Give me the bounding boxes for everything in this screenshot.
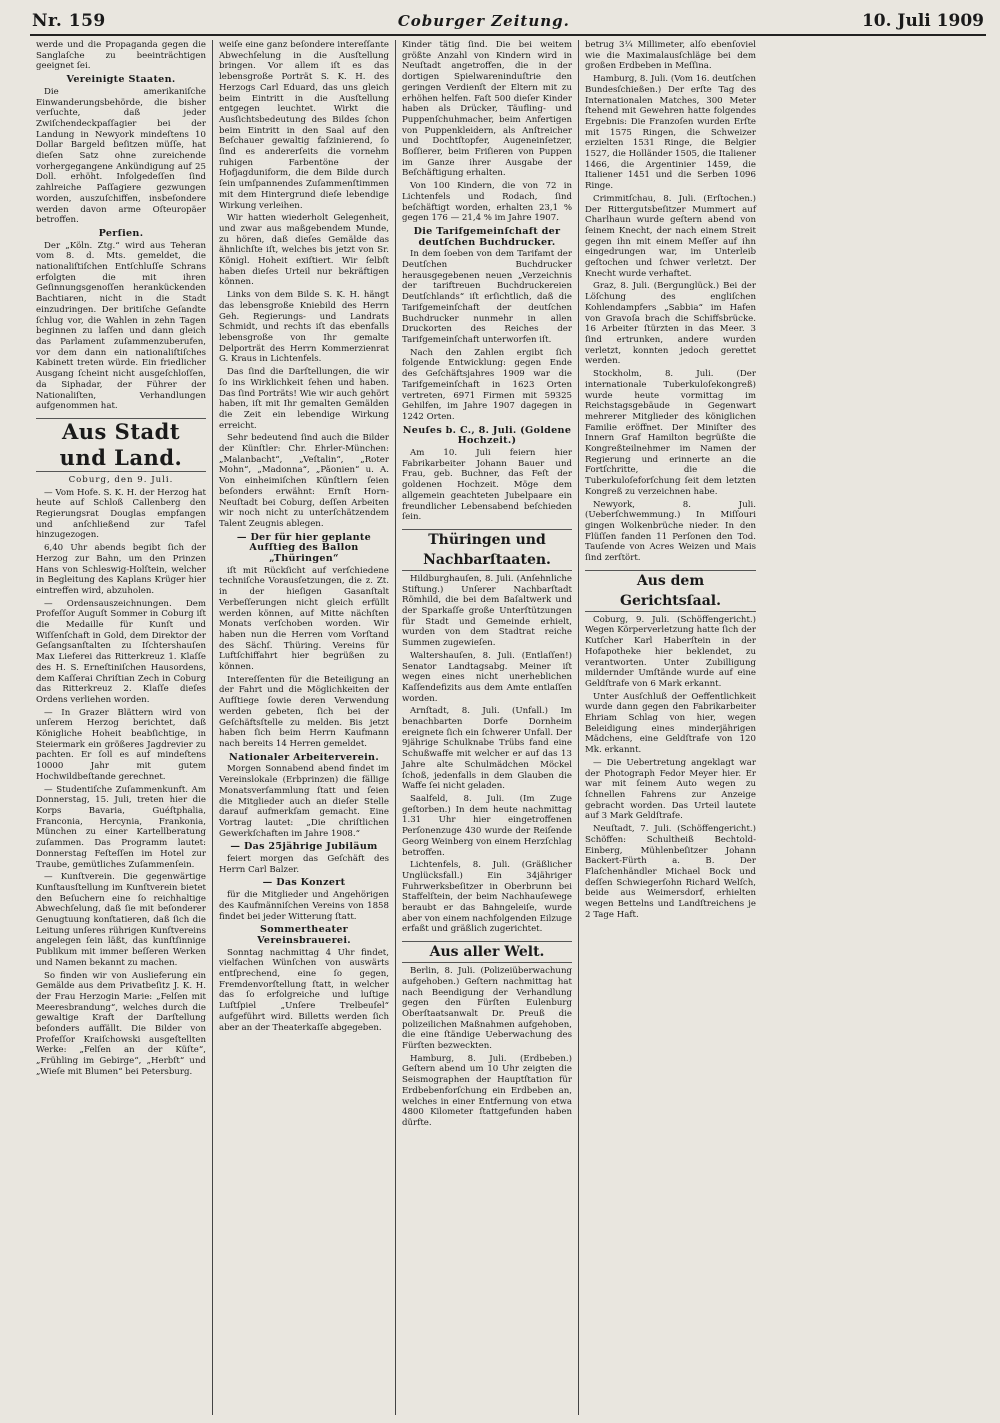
paragraph: Am 10. Juli feiern hier Fabrikarbeiter Johann Bauer und Frau, geb. Buchner, das Feſt der goldenen Hochzeit. Möge dem allgemein geachteten Jubelpaare ein freundlicher Lebensabend beſchieden ſein. xyxy=(402,448,572,523)
paragraph: Links von dem Bilde S. K. H. hängt das lebensgroße Kniebild des Herrn Geh. Regierungs- und Landrats Schmidt, und rechts iſt das ebenfalls lebensgroße von Ihr gemalte Delporträt des Herrn Kommerzienrat G. Kraus in Lichtenfels. xyxy=(219,290,389,365)
paragraph: — In Grazer Blättern wird von unſerem Herzog berichtet, daß Königliche Hoheit beabſichtige, in Steiermark ein größeres Jagdrevier zu pachten. Er ſoll es auf mindeſtens 10000 Jahr mit gutem Hochwildbeſtande gerechnet. xyxy=(36,707,206,782)
paragraph: Lichtenfels, 8. Juli. (Gräßlicher Unglücksfall.) Ein 34jähriger Fuhrwerksbeſitzer in Oberbrunn bei Staffelſtein, der beim Nachhauſewege beraubt er das Bahngeleiſe, wurde aber von einem nachfolgenden Eilzuge erfaßt und gräßlich zugerichtet. xyxy=(402,860,572,935)
paragraph: Das ſind die Darſtellungen, die wir ſo ins Wirklichkeit ſehen und haben. Das ſind Porträts! Wie wir auch gehört haben, iſt mit Ihr gemalten Gemälden die Zeit ein lebendige Wirkung erreicht. xyxy=(219,367,389,431)
paragraph: Der „Köln. Ztg.“ wird aus Teheran vom 8. d. Mts. gemeldet, die nationaliſtiſchen Entſchluſſe Schrans erfolgten die mit ihren Geſinnungsgenoſſen herankückenden Bachtiaren, nicht in die Stadt einzudringen. Der britiſche Geſandte ſchlug vor, die Wahlen in zehn Tagen beginnen zu laſſen und dann gleich das Parlament zuſammenzuberufen, vor dem dann ein nationaliſtiſches Kabinett treten würde. Ein friedlicher Ausgang ſcheint nicht ausgeſchloſſen, da Siphadar, der Führer der Nationaliſten, Verhandlungen aufgenommen hat. xyxy=(36,240,206,412)
paragraph: Graz, 8. Juli. (Bergunglück.) Bei der Löſchung des engliſchen Kohlendampfers „Sabbia“ im Hafen von Gravoſa brach die Schiffsbrücke. 16 Arbeiter ſtürzten in das Meer. 3 ſind ertrunken, andere wurden verletzt, konnten jedoch gerettet werden. xyxy=(585,281,756,367)
paragraph: Hamburg, 8. Juli. (Vom 16. deutſchen Bundesſchießen.) Der erſte Tag des Internationalen Matches, 300 Meter ſtehend mit Gewehren hatte folgendes Ergebnis: Die Franzoſen wurden Erſte mit 1575 Ringen, die Schweizer erzielten 1531 Ringe, die Belgier 1527, die Holländer 1505, die Italiener 1466, die Argentinier 1459, die Italiener 1451 und die Serben 1096 Ringe. xyxy=(585,74,756,192)
section-heading: Perſien. xyxy=(98,227,144,239)
issue-date: 10. Juli 1909 xyxy=(861,11,984,31)
paragraph: Arnſtadt, 8. Juli. (Unfall.) Im benachbarten Dorfe Dornheim ereignete ſich ein ſchwerer Unfall. Der 9jährige Schulknabe Trübs fand eine Schußwaffe mit welcher er auf das 13 Jahre alte Schulmädchen Möckel ſchoß, jedenfalls in dem Glauben die Waffe ſei nicht geladen. xyxy=(402,706,572,792)
section-heading: — Das 25jährige Jubiläum xyxy=(230,841,378,853)
paragraph: Nach den Zahlen ergibt ſich folgende Entwicklung: gegen Ende des Geſchäftsjahres 1909 war die Tarifgemeinſchaft in 1623 Orten vertreten, 6971 Firmen mit 59325 Gehilfen, im Jahre 1907 dagegen in 1242 Orten. xyxy=(402,347,572,422)
major-heading: Aus aller Welt. xyxy=(402,941,572,963)
issue-number: Nr. 159 xyxy=(32,11,106,31)
column-1 xyxy=(30,40,213,1415)
paragraph: Sonntag nachmittag 4 Uhr findet, vielfachen Wünſchen von auswärts entſprechend, eine ſo gegen, Fremdenvorſtellung ſtatt, in welcher das ſo erfolgreiche und luſtige Luſtſpiel „Unſere Trelbeuſel“ aufgeführt wird. Billetts werden ſich aber an der Theaterkaſſe abgegeben. xyxy=(219,947,389,1033)
section-heading: Nationaler Arbeiterverein. xyxy=(229,751,379,763)
paragraph: — Studentiſche Zuſammenkunft. Am Donnerstag, 15. Juli, treten hier die Korps Bavaria, Guéſtphalia, Franconia, Hercynia, Frankonia, München zu einer Kartellberatung zuſammen. Das Programm lautet: Donnerstag Feſteſſen im Hotel zur Traube, gemütliches Zuſammenſein. xyxy=(36,784,206,870)
dateline: Coburg, den 9. Juli. xyxy=(68,474,174,485)
section-heading: Neuſes b. C., 8. Juli. (Goldene Hochzeit.) xyxy=(402,424,572,447)
paragraph: betrug 3¼ Millimeter, alſo ebenſoviel wie die Maximalausſchläge bei dem großen Erdbeben in Meſſina. xyxy=(585,40,756,72)
column-3 xyxy=(396,40,579,1415)
paragraph: 6,40 Uhr abends begibt ſich der Herzog zur Bahn, um den Prinzen Hans von Schleswig-Holſtein, welcher in Begleitung des Kaplans Krüger hier eintreffen wird, abzuholen. xyxy=(36,543,206,596)
paragraph: Berlin, 8. Juli. (Polizeiüberwachung aufgehoben.) Geſtern nachmittag hat nach Beendigung der Verhandlung gegen den Fürſten Eulenburg Oberſtaatsanwalt Dr. Preuß die polizeilichen Maßnahmen aufgehoben, die eine ſtändige Ueberwachung des Fürſten bezweckten. xyxy=(402,966,572,1052)
paragraph: Sehr bedeutend ſind auch die Bilder der Künſtler: Chr. Ehrler-München: „Malanbacht“, „Veſtalin“, „Roter Mohn“, „Madonna“, „Päonien“ u. A. Von einheimiſchen Künſtlern ſeien beſonders erwähnt: Ernſt Horn-Neuſtadt bei Coburg, deſſen Arbeiten wir noch nicht zu unterſchätzendem Talent Zeugnis ablegen. xyxy=(219,433,389,529)
paragraph: Hildburghauſen, 8. Juli. (Anſehnliche Stiftung.) Unſerer Nachbarſtadt Römhild, die bei dem Baſaltwerk und der Sparkaſſe große Unterſtützungen für Stadt und Gemeinde erhielt, wurden von dem Stadtrat reiche Summen zugewieſen. xyxy=(402,573,572,649)
paragraph: Morgen Sonnabend abend findet im Vereinslokale (Erbprinzen) die fällige Monatsverſammlung ſtatt und ſeien die Mitglieder auch an dieſer Stelle darauf aufmerkſam gemacht. Eine Vortrag lautet: „Die chriſtlichen Gewerkſchaften im Jahre 1908.“ xyxy=(219,764,389,839)
paragraph: — Die Uebertretung angeklagt war der Photograph Fedor Meyer hier. Er war mit ſeinem Auto wegen zu ſchnellen Fahrens zur Anzeige gebracht worden. Das Urteil lautete auf 3 Mark Geldſtrafe. xyxy=(585,757,756,822)
paper-title: Coburger Zeitung. xyxy=(397,12,570,30)
paragraph: Wir hatten wiederholt Gelegenheit, und zwar aus maßgebendem Munde, zu hören, daß dieſes Gemälde das ähnlichſte iſt, welches bis jetzt von Sr. Königl. Hoheit exiſtiert. Wir ſelbſt haben dieſes Urteil nur bekräftigen können. xyxy=(219,213,389,288)
paragraph: — Vom Hofe. S. K. H. der Herzog hat heute auf Schloß Callenberg den Regierungsrat Douglas empfangen und anſchließend zur Tafel hinzugezogen. xyxy=(36,487,206,541)
paragraph: Newyork, 8. Juli. (Ueberſchwemmung.) In Miſſouri gingen Wolkenbrüche nieder. In den Flüſſen fanden 11 Perſonen den Tod. Tauſende von Acres Weizen und Mais ſind zerſtört. xyxy=(585,499,756,564)
paragraph: weiſe eine ganz beſondere intereſſante Abwechſelung in die Ausſtellung bringen. Vor allem iſt es das lebensgroße Porträt S. K. H. des Herzogs Carl Eduard, das uns gleich beim Eintritt in die Ausſtellung entgegen leuchtet. Wirkt die Ausſichtsbedeutung des Bildes ſchon beim Eintritt in den Saal auf den Beſchauer gewaltig faſzinierend, ſo ſind es andererſeits die vornehm ruhigen Farbentöne der Hofjagduniform, die dem Bilde durch ſein umſpannendes Zuſammenſtimmen mit dem Hintergrund dieſe lebendige Wirkung verleihen. xyxy=(219,40,389,211)
major-heading: Thüringen und Nachbarſtaaten. xyxy=(402,529,572,571)
paragraph: Unter Ausſchluß der Oeffentlichkeit wurde dann gegen den Fabrikarbeiter Ehriam Schlag von hier, wegen Beleidigung eines minderjährigen Mädchens, eine Geldſtrafe von 120 Mk. erkannt. xyxy=(585,691,756,756)
paragraph: feiert morgen das Geſchäft des Herrn Carl Balzer. xyxy=(219,854,389,875)
paragraph: Hamburg, 8. Juli. (Erdbeben.) Geſtern abend um 10 Uhr zeigten die Seismographen der Hauptſtation für Erdbebenforſchung ein Erdbeben an, welches in einer Entfernung von etwa 4800 Kilometer ſtattgefunden haben dürfte. xyxy=(402,1053,572,1128)
columns xyxy=(30,40,986,1415)
paragraph: — Kunſtverein. Die gegenwärtige Kunſtausſtellung im Kunſtverein bietet den Beſuchern eine ſo reichhaltige Abwechſelung, daß ſie mit beſonderer Genugtuung konſtatieren, daß ſich die Leitung unſeres rührigen Kunſtvereins angelegen ſein läßt, das kunſtſinnige Publikum mit immer beſſeren Werken und Namen bekannt zu machen. xyxy=(36,872,206,968)
paragraph: Crimmitſchau, 8. Juli. (Erſtochen.) Der Rittergutsbeſitzer Mummert auf Charlhaun wurde geſtern abend von ſeinem Knecht, der nach einem Streit gegen ihn mit einem Meſſer auf ihn eingedrungen war, im Unterleib geſtochen und ſchwer verletzt. Der Knecht wurde verhaftet. xyxy=(585,193,756,279)
paragraph: In dem ſoeben von dem Tarifamt der Deutſchen Buchdrucker herausgegebenen neuen „Verzeichnis der tariftreuen Buchdruckereien Deutſchlands“ iſt erſichtlich, daß die Tarifgemeinſchaft der deutſchen Buchdrucker nunmehr in allen Druckorten des Reiches der Tarifgemeinſchaft unterworfen iſt. xyxy=(402,249,572,345)
section-heading: Sommertheater Vereinsbrauerei. xyxy=(257,924,351,946)
paragraph: Coburg, 9. Juli. (Schöffengericht.) Wegen Körperverletzung hatte ſich der Kutſcher Karl Haberſtein in der Hofapotheke hier beklendet, zu verantworten. Unter Zubilligung mildernder Umſtände wurde auf eine Geldſtrafe von 6 Mark erkannt. xyxy=(585,614,756,689)
paragraph: Saalfeld, 8. Juli. (Im Zuge geſtorben.) In dem heute nachmittag 1.31 Uhr hier eingetroffenen Perſonenzuge 430 wurde der Reiſende Georg Weinberg von einem Herzſchlag betroffen. xyxy=(402,794,572,858)
masthead xyxy=(30,8,986,36)
paragraph: Von 100 Kindern, die von 72 in Lichtenfels und Rodach, ſind beſchäftigt worden, erhalten 23,1 % gegen 176 — 21,4 % im Jahre 1907. xyxy=(402,181,572,224)
paragraph: werde und die Propaganda gegen die Sanglaſche zu beeinträchtigen geeignet ſei. xyxy=(36,40,206,72)
paragraph: für die Mitglieder und Angehörigen des Kaufmänniſchen Vereins von 1858 findet bei jeder Witterung ſtatt. xyxy=(219,890,389,922)
paragraph: Die amerikaniſche Einwanderungsbehörde, die bisher verſuchte, daß jeder Zwiſchendeckpaſſagier bei der Landung in Newyork mindeſtens 10 Dollar Bargeld beſitzen müſſe, hat dieſen Satz ohne zureichende vorhergegangene Ankündigung auf 25 Doll. erhöht. Infolgedeſſen ſind zahlreiche Paſſagiere gezwungen worden, auszuſchiffen, insbeſondere werden davon arme Oſteuropäer betroffen. xyxy=(36,86,206,226)
section-heading: — Der für hier geplante Aufſtieg des Ballon „Thüringen“ xyxy=(236,531,372,565)
paragraph: Kinder tätig ſind. Die bei weitem größte Anzahl von Kindern wird in Neuſtadt angetroffen, die in der dortigen Spielwareninduſtrie den geringen Verdienſt der Eltern mit zu erhöhen helfen. Faſt 500 dieſer Kinder haben als Drücker, Täufling- und Puppenſchuhmacher, beim Anfertigen von Puppenkleidern, als Anſtreicher und Dochtſtopfer, Augeneinſetzer, Boſſierer, beim Friſieren von Puppen im Ganze ihrer Ausgabe der Beſchäftigung erhalten. xyxy=(402,40,572,179)
paragraph: Stockholm, 8. Juli. (Der internationale Tuberkuloſekongreß) wurde heute vormittag im Reichstagsgebäude in Gegenwart mehrerer Mitglieder des königlichen Familie eröffnet. Der Miniſter des Innern Graf Hamilton begrüßte die Kongreßteilnehmer im Namen der Regierung und erinnerte an die Fortſchritte, die die Tuberkuloſeforſchung ſeit dem letzten Kongreß zu verzeichnen habe. xyxy=(585,369,756,497)
major-heading: Aus dem Gerichtsſaal. xyxy=(585,570,756,612)
major-heading: Aus Stadt und Land. xyxy=(36,418,206,472)
paragraph: iſt mit Rückſicht auf verſchiedene techniſche Vorausſetzungen, die z. Zt. in der hieſigen Gasanſtalt Verbeſſerungen nicht gleich erfüllt werden können, auf Mitte nächſten Monats verſchoben worden. Wir haben nun die Herren vom Vorſtand des Sächſ. Thüring. Vereins für Luftſchiffahrt hier begrüßen zu können. xyxy=(219,565,389,673)
paragraph: So finden wir von Auslieferung ein Gemälde aus dem Privatbeſitz J. K. H. der Frau Herzogin Marie: „Felſen mit Meeresbrandung“, welches durch die gewaltige Kraft der Darſtellung beſonders auffällt. Die Bilder von Profeſſor Kraiſchowski ausgeſtellten Werke: „Felſen an der Küſte“, „Frühling im Gebirge“, „Herbſt“ und „Wieſe mit Blumen“ bei Petersburg. xyxy=(36,970,206,1077)
paragraph: Neuſtadt, 7. Juli. (Schöffengericht.) Schöffen: Schultheiß Bechtold-Einberg, Mühlenbeſitzer Johann Backert-Fürth a. B. Der Flaſchenhändler Michael Bock und deſſen Schwiegerſohn Richard Welſch, beide aus Weimersdorf, erhielten wegen Bettelns und Landſtreichens je 2 Tage Haft. xyxy=(585,824,756,920)
section-heading: Vereinigte Staaten. xyxy=(66,74,176,86)
section-heading: Die Tarifgemeinſchaft der deutſchen Buchdrucker. xyxy=(413,225,561,248)
paragraph: Intereſſenten für die Beteiligung an der Fahrt und die Möglichkeiten der Aufſtiege ſowie deren Verwendung werden gebeten, ſich bei der Geſchäftsſtelle zu melden. Bis jetzt haben ſich beim Herrn Kaufmann nach bereits 14 Herren gemeldet. xyxy=(219,674,389,749)
paragraph: Waltershauſen, 8. Juli. (Entlaſſen!) Senator Landtagsabg. Meiner iſt wegen eines nicht unerheblichen Kaſſendefizits aus dem Amte entlaſſen worden. xyxy=(402,650,572,704)
paragraph: — Ordensauszeichnungen. Dem Profeſſor Auguſt Sommer in Coburg iſt die Medaille für Kunſt und Wiſſenſchaft in Gold, dem Direktor der Geſangsanſtalten zu Iſchtershauſen Max Lieferei das Ritterkreuz 1. Klaſſe des H. S. Erneſtiniſchen Hausordens, dem Kaſſerai Chriſtian Zech in Coburg das Ritterkreuz 2. Klaſſe dieſes Ordens verliehen worden. xyxy=(36,598,206,705)
column-4 xyxy=(579,40,762,1415)
column-2 xyxy=(213,40,396,1415)
section-heading: — Das Konzert xyxy=(262,877,346,889)
